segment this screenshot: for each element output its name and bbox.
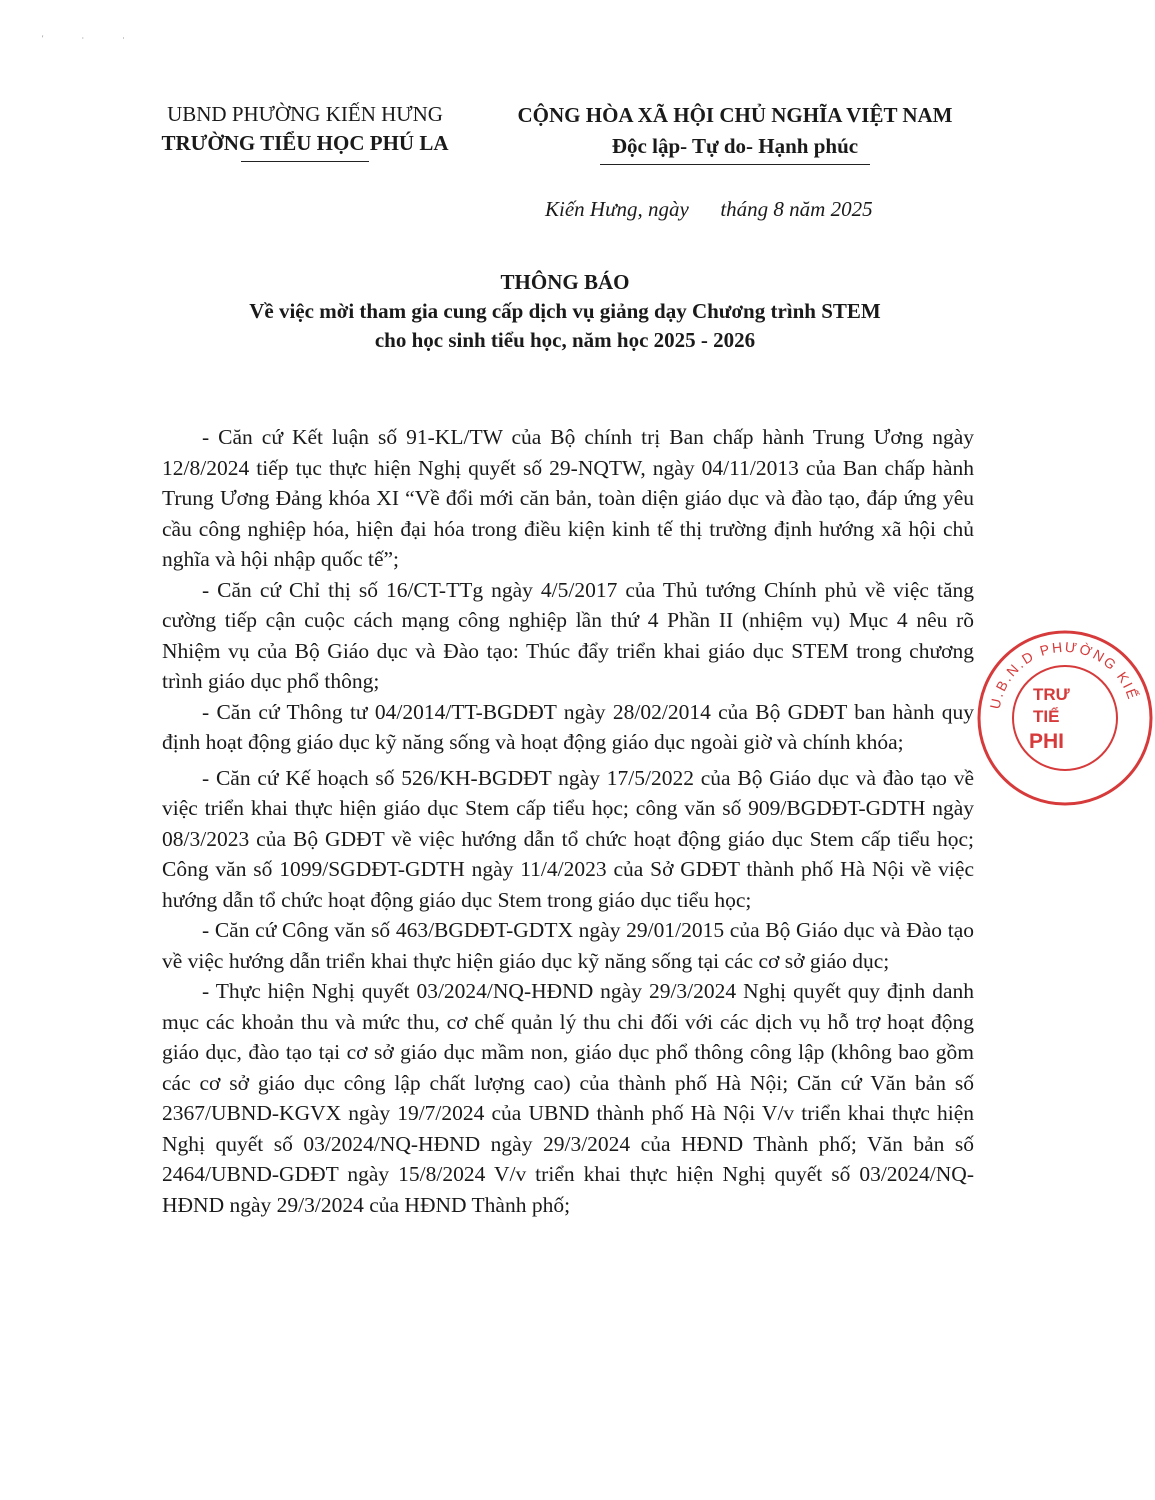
paragraph-5: - Căn cứ Công văn số 463/BGDĐT-GDTX ngày 29/01/2015 của Bộ Giáo dục và Đào tạo về việc hướng dẫn triển khai thực hiện giáo dục kỹ năng sống tại các cơ sở giáo dục; xyxy=(162,918,974,973)
official-stamp xyxy=(975,628,1155,808)
stamp-center-line-1: TRƯ xyxy=(1033,685,1070,704)
paragraph-4: - Căn cứ Kế hoạch số 526/KH-BGDĐT ngày 17/5/2022 của Bộ Giáo dục và đào tạo về việc triển khai thực hiện giáo dục Stem cấp tiểu học; công văn số 909/BGDĐT-GDTH ngày 08/3/2023 của Bộ GDĐT về việc hướng dẫn tổ chức hoạt động giáo dục Stem cấp tiểu học; Công văn số 1099/SGDĐT-GDTH ngày 11/4/2023 của Sở GDĐT thành phố Hà Nội về việc hướng dẫn tổ chức hoạt động giáo dục Stem trong giáo dục tiểu học; xyxy=(162,765,974,912)
motto-underline xyxy=(600,164,870,165)
authority-line-1: UBND PHƯỜNG KIẾN HƯNG xyxy=(167,102,443,126)
authority-line-2: TRƯỜNG TIỂU HỌC PHÚ LA xyxy=(161,131,449,155)
paragraph-3: - Căn cứ Thông tư 04/2014/TT-BGDĐT ngày 28/02/2014 của Bộ GDĐT ban hành quy định hoạt động giáo dục kỹ năng sống và hoạt động giáo dục ngoài giờ và chính khóa; xyxy=(162,699,974,754)
stamp-center-line-3: PHI xyxy=(1029,730,1065,753)
national-motto xyxy=(500,100,970,165)
title-heading: THÔNG BÁO xyxy=(500,270,630,294)
title-subtitle-1: Về việc mời tham gia cung cấp dịch vụ giảng dạy Chương trình STEM xyxy=(249,299,881,323)
scan-specks: ' · · xyxy=(42,34,143,43)
motto-line-2: Độc lập- Tự do- Hạnh phúc xyxy=(611,134,859,158)
stamp-ring-text: U.B.N.D PHƯỜNG KIẾ xyxy=(986,638,1142,711)
paragraph-2: - Căn cứ Chỉ thị số 16/CT-TTg ngày 4/5/2017 của Thủ tướng Chính phủ về việc tăng cường tiếp cận cuộc cách mạng công nghiệp lần thứ 4 Phần II (nhiệm vụ) Mục 4 nêu rõ Nhiệm vụ của Bộ Giáo dục và Đào tạo: Thúc đẩy triển khai giáo dục STEM trong chương trình giáo dục phổ thông; xyxy=(162,577,974,693)
motto-line-1: CỘNG HÒA XÃ HỘI CHỦ NGHĨA VIỆT NAM xyxy=(517,103,953,127)
paragraph-1: - Căn cứ Kết luận số 91-KL/TW của Bộ chính trị Ban chấp hành Trung Ương ngày 12/8/2024 tiếp tục thực hiện Nghị quyết số 29-NQTW, ngày 04/11/2013 của Ban chấp hành Trung Ương Đảng khóa XI “Về đổi mới căn bản, toàn diện giáo dục và đào tạo, đáp ứng yêu cầu công nghiệp hóa, hiện đại hóa trong điều kiện kinh tế thị trường định hướng xã hội chủ nghĩa và hội nhập quốc tế”; xyxy=(162,425,974,571)
document-title xyxy=(60,268,1070,355)
stamp-outer-ring xyxy=(979,632,1151,804)
stamp-inner-ring xyxy=(1013,666,1117,770)
dateline: Kiến Hưng, ngày tháng 8 năm 2025 xyxy=(545,197,873,221)
stamp-center-line-2: TIỂ xyxy=(1033,707,1060,726)
authority-underline xyxy=(241,161,369,162)
paragraph-6: - Thực hiện Nghị quyết 03/2024/NQ-HĐND ngày 29/3/2024 Nghị quyết quy định danh mục các khoản thu và mức thu, cơ chế quản lý thu chi đối với các dịch vụ hỗ trợ hoạt động giáo dục, đào tạo tại cơ sở giáo dục mầm non, giáo dục phổ thông công lập (không bao gồm các cơ sở giáo dục công lập chất lượng cao) của thành phố Hà Nội; Căn cứ Văn bản số 2367/UBND-KGVX ngày 19/7/2024 của UBND thành phố Hà Nội V/v triển khai thực hiện Nghị quyết số 03/2024/NQ-HĐND ngày 29/3/2024 của HĐND Thành phố; Văn bản số 2464/UBND-GDĐT ngày 15/8/2024 V/v triển khai thực hiện Nghị quyết số 03/2024/NQ-HĐND ngày 29/3/2024 của HĐND Thành phố; xyxy=(162,979,974,1217)
title-subtitle-2: cho học sinh tiểu học, năm học 2025 - 2026 xyxy=(374,328,756,352)
issuing-authority xyxy=(140,100,470,162)
document-body xyxy=(162,422,974,1220)
